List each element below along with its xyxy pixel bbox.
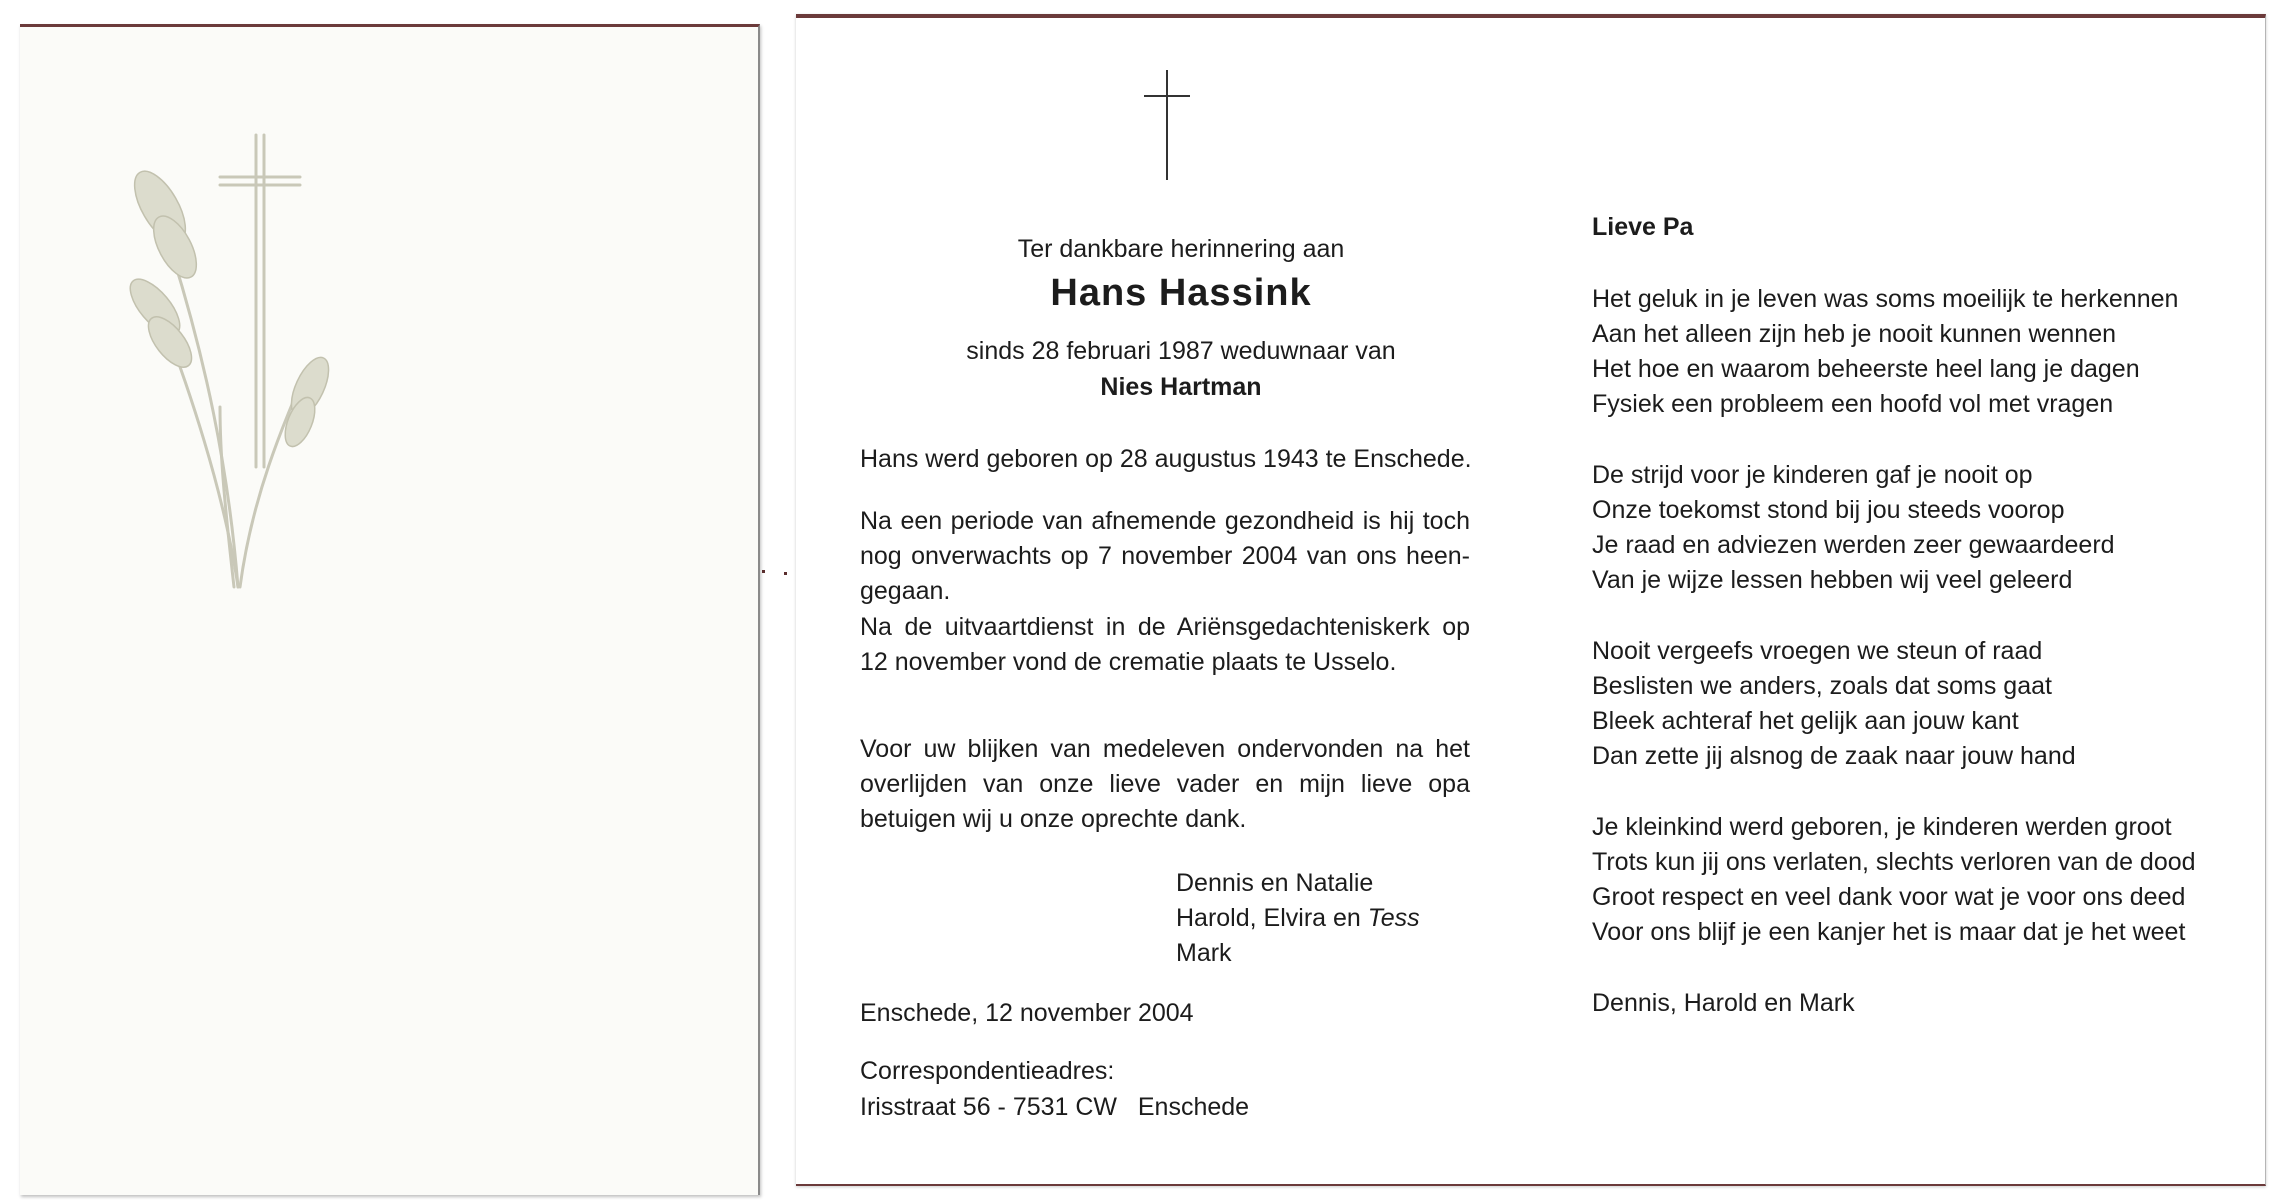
signature-line: Harold, Elvira en Tess xyxy=(1176,904,1420,932)
poem-line: Trots kun jij ons verlaten, slechts verloren van de dood xyxy=(1592,848,2196,876)
poem-line: Onze toekomst stond bij jou steeds voorop xyxy=(1592,496,2065,524)
cross-wheat-emblem-icon xyxy=(20,27,758,1195)
poem-line: Het hoe en waarom beheerste heel lang je dagen xyxy=(1592,355,2140,383)
poem-stanza xyxy=(1592,634,2196,774)
deceased-name: Hans Hassink xyxy=(1050,272,1312,314)
poem-line: Voor ons blijf je een kanjer het is maar dat je het weet xyxy=(1592,918,2186,946)
poem-line: De strijd voor je kinderen gaf je nooit op xyxy=(1592,461,2033,489)
passing-paragraph xyxy=(860,504,1470,609)
front-card xyxy=(20,24,760,1195)
correspondence-label: Correspondentieadres: xyxy=(860,1057,1115,1085)
inner-card xyxy=(796,14,2266,1186)
poem-line: Groot respect en veel dank voor wat je voor ons deed xyxy=(1592,883,2186,911)
family-signatures xyxy=(1176,866,1420,971)
passing-line: Na een periode van afnemende gezondheid is hij toch xyxy=(860,507,1470,535)
poem-stanza xyxy=(1592,282,2196,422)
thanks-line: betuigen wij u onze oprechte dank. xyxy=(860,805,1247,833)
funeral-line: Na de uitvaartdienst in de Ariënsgedachteniskerk op xyxy=(860,613,1470,641)
thanks-line: overlijden van onze lieve vader en mijn lieve opa xyxy=(860,770,1470,798)
poem-body xyxy=(1592,282,2196,1021)
poem-line: Het geluk in je leven was soms moeilijk te herkennen xyxy=(1592,285,2179,313)
signature-line: Dennis en Natalie xyxy=(1176,869,1374,897)
poem-title: Lieve Pa xyxy=(1592,213,1694,241)
poem-stanza xyxy=(1592,458,2196,598)
poem-line: Nooit vergeefs vroegen we steun of raad xyxy=(1592,637,2043,665)
funeral-line: 12 november vond de crematie plaats te Usselo. xyxy=(860,648,1397,676)
fold-mark xyxy=(762,570,765,573)
signature-line: Mark xyxy=(1176,939,1232,967)
passing-line: gegaan. xyxy=(860,577,951,605)
poem-line: Je raad en adviezen werden zeer gewaardeerd xyxy=(1592,531,2115,559)
intro-text: Ter dankbare herinnering aan xyxy=(1017,235,1345,263)
spouse-name: Nies Hartman xyxy=(1100,373,1262,401)
fold-mark xyxy=(784,572,787,575)
poem-line: Beslisten we anders, zoals dat soms gaat xyxy=(1592,672,2052,700)
thanks-paragraph xyxy=(860,732,1470,837)
funeral-paragraph xyxy=(860,610,1470,680)
poem-stanza xyxy=(1592,810,2196,950)
correspondence-address: Irisstraat 56 - 7531 CW Enschede xyxy=(860,1093,1250,1121)
poem-line: Van je wijze lessen hebben wij veel geleerd xyxy=(1592,566,2073,594)
thanks-line: Voor uw blijken van medeleven ondervonden na het xyxy=(860,735,1470,763)
poem-signature: Dennis, Harold en Mark xyxy=(1592,989,1855,1017)
place-date: Enschede, 12 november 2004 xyxy=(860,999,1194,1027)
poem-line: Fysiek een probleem een hoofd vol met vragen xyxy=(1592,390,2114,418)
cross-icon xyxy=(1142,70,1192,180)
birth-text: Hans werd geboren op 28 augustus 1943 te Enschede. xyxy=(860,445,1472,473)
poem-line: Je kleinkind werd geboren, je kinderen werden groot xyxy=(1592,813,2172,841)
poem-line: Dan zette jij alsnog de zaak naar jouw hand xyxy=(1592,742,2076,770)
passing-line: nog onverwachts op 7 november 2004 van ons heen- xyxy=(860,542,1470,570)
poem-line: Aan het alleen zijn heb je nooit kunnen wennen xyxy=(1592,320,2117,348)
poem-line: Bleek achteraf het gelijk aan jouw kant xyxy=(1592,707,2019,735)
widower-line: sinds 28 februari 1987 weduwnaar van xyxy=(966,337,1396,365)
